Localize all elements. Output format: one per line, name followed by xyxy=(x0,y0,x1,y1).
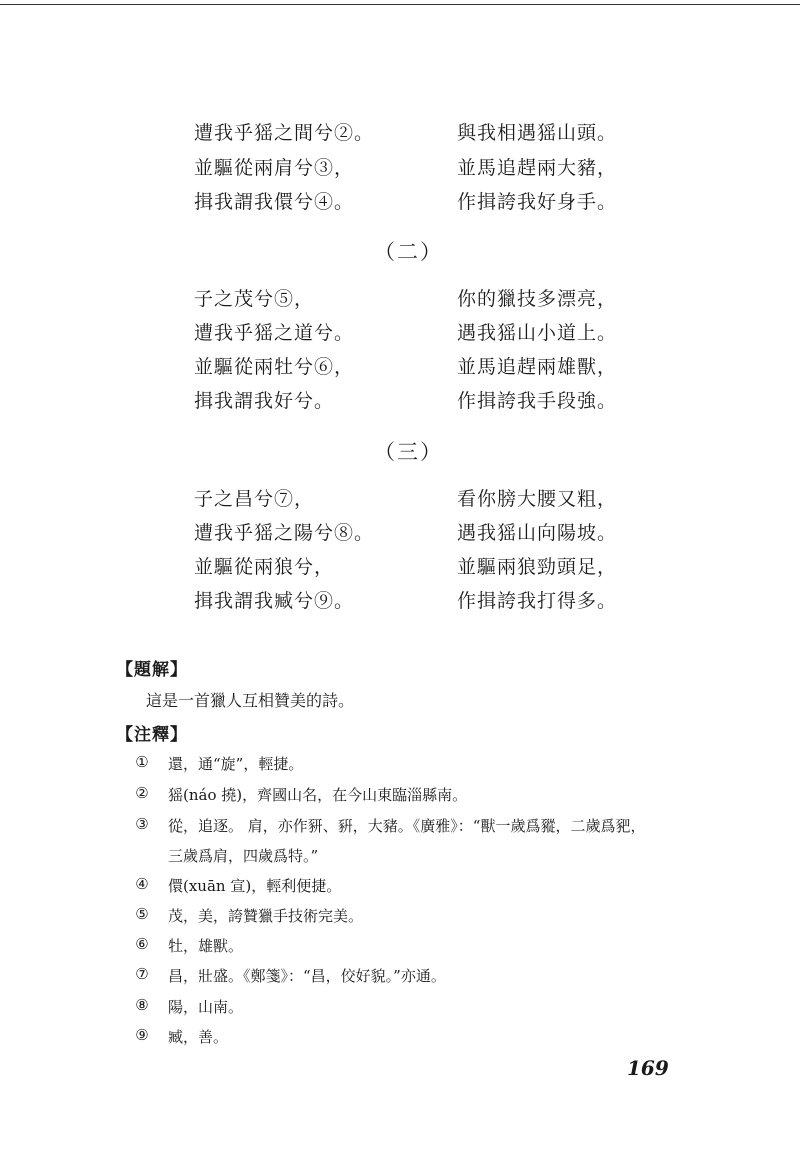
translation-line: 看你膀大腰又粗， xyxy=(457,488,618,510)
stanza-3-heading: （三） xyxy=(374,440,443,464)
verse-line: 揖我謂我好兮。 xyxy=(194,390,335,412)
explanation-text: 這是一首獵人互相贊美的詩。 xyxy=(146,691,355,710)
translation-line: 遇我猺山向陽坡。 xyxy=(457,522,618,544)
verse-line: 子之茂兮⑤， xyxy=(194,288,315,310)
note-number: ② xyxy=(135,784,149,802)
verse-line: 揖我謂我儇兮④。 xyxy=(194,191,355,213)
translation-line: 遇我猺山小道上。 xyxy=(457,322,618,344)
note-number: ① xyxy=(135,753,149,771)
note-number: ④ xyxy=(135,875,149,893)
note-number: ⑦ xyxy=(135,965,149,983)
notes-heading: 【注釋】 xyxy=(116,725,188,745)
note-text: 臧，善。 xyxy=(168,1028,229,1046)
note-text: 還，通“旋”，輕捷。 xyxy=(168,755,304,773)
note-text: 猺(náo 撓)，齊國山名，在今山東臨淄縣南。 xyxy=(168,786,468,804)
verse-line: 並驅從兩牡兮⑥， xyxy=(194,356,355,378)
translation-line: 作揖誇我手段強。 xyxy=(457,390,618,412)
note-text: 儇(xuān 宣)，輕利便捷。 xyxy=(168,877,342,895)
note-number: ⑧ xyxy=(135,996,149,1014)
note-text-continued: 三歲爲肩，四歲爲特。” xyxy=(168,847,319,865)
note-number: ③ xyxy=(135,815,149,833)
note-text: 昌，壯盛。《鄭箋》：“昌，佼好貌。”亦通。 xyxy=(168,967,446,985)
note-number: ⑥ xyxy=(135,935,149,953)
translation-line: 你的獵技多漂亮， xyxy=(457,288,618,310)
verse-line: 遭我乎猺之間兮②。 xyxy=(194,122,375,144)
note-text: 陽，山南。 xyxy=(168,998,244,1016)
page-number: 169 xyxy=(627,1056,669,1080)
translation-line: 並馬追趕兩雄獸， xyxy=(457,356,618,378)
translation-line: 並驅兩狼勁頭足， xyxy=(457,556,618,578)
translation-line: 作揖誇我好身手。 xyxy=(457,191,618,213)
verse-line: 並驅從兩狼兮， xyxy=(194,556,335,578)
explanation-heading: 【題解】 xyxy=(116,660,188,680)
translation-line: 與我相遇猺山頭。 xyxy=(457,122,618,144)
note-number: ⑨ xyxy=(135,1026,149,1044)
translation-line: 作揖誇我打得多。 xyxy=(457,590,618,612)
note-number: ⑤ xyxy=(135,905,149,923)
verse-line: 遭我乎猺之道兮。 xyxy=(194,322,355,344)
stanza-2-heading: （二） xyxy=(374,240,443,264)
top-border-line xyxy=(0,4,800,5)
verse-line: 子之昌兮⑦， xyxy=(194,488,315,510)
verse-line: 並驅從兩肩兮③， xyxy=(194,157,355,179)
translation-line: 並馬追趕兩大豬， xyxy=(457,157,618,179)
note-text: 茂，美，誇贊獵手技術完美。 xyxy=(168,907,364,925)
note-text: 牡，雄獸。 xyxy=(168,937,244,955)
note-text: 從，追逐。 肩，亦作豜、豣，大豬。《廣雅》：“獸一歲爲豵，二歲爲豝， xyxy=(168,817,646,835)
verse-line: 揖我謂我臧兮⑨。 xyxy=(194,590,355,612)
verse-line: 遭我乎猺之陽兮⑧。 xyxy=(194,522,375,544)
